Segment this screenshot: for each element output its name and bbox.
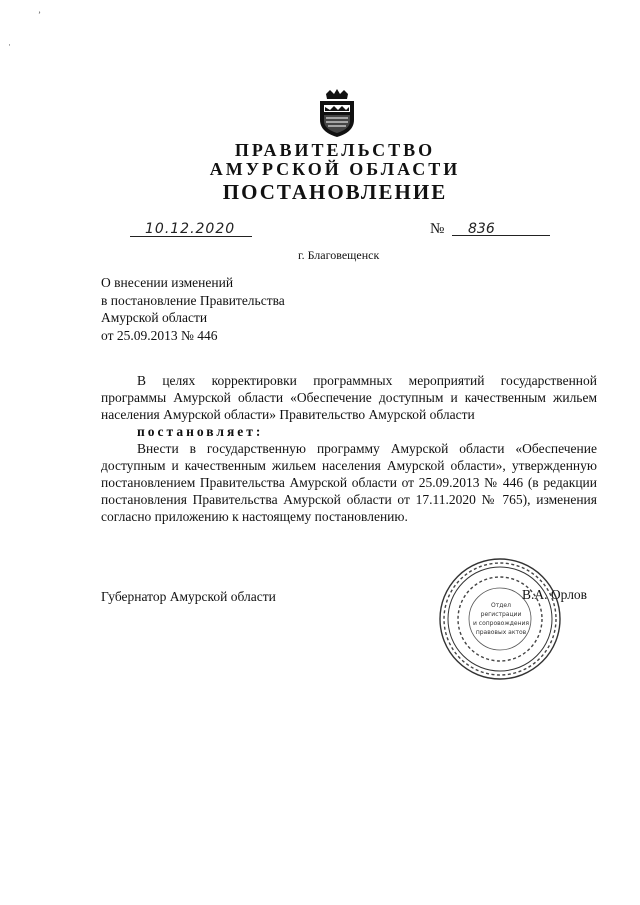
decree-paragraph: Внести в государственную программу Амурской области «Обеспечение доступным и качественным жильем населения Амурской области», утвержденную постановлением Правительства Амурской области от 25.09.2013 № 446 (в редакции постановления Правительства Амурской области от 17.11.2020 № 765), изменения согласно приложению к настоящему постановлению. — [101, 441, 597, 524]
preamble-paragraph: В целях корректировки программных мероприятий государственной программы Амурской области «Обеспечение доступным и качественным жильем населения Амурской области» Правительство Амурской области — [101, 373, 597, 422]
document-body — [101, 372, 597, 525]
document-number: 836 — [468, 221, 495, 237]
document-subject — [101, 274, 285, 344]
document-type-title: ПОСТАНОВЛЕНИЕ — [222, 180, 448, 204]
scan-speck: ʼ — [38, 10, 41, 20]
stamp-center-text: Отдел регистрации и сопровождения правовых актов — [472, 602, 530, 636]
decree-keyword: постановляет: — [137, 424, 264, 439]
signatory-title: Губернатор Амурской области — [101, 589, 276, 604]
government-name-line1: ПРАВИТЕЛЬСТВО — [234, 140, 436, 160]
subject-line: Амурской области — [101, 310, 208, 325]
subject-line: О внесении изменений — [101, 275, 234, 290]
document-date: 10.12.2020 — [145, 221, 236, 237]
government-name-line2: АМУРСКОЙ ОБЛАСТИ — [209, 159, 461, 179]
number-sign: № — [430, 221, 445, 237]
scan-speck: · — [8, 40, 11, 50]
subject-line: от 25.09.2013 № 446 — [101, 327, 218, 343]
city-name: г. Благовещенск — [298, 248, 380, 262]
subject-line: в постановление Правительства — [101, 292, 285, 308]
signatory-name: В.А. Орлов — [522, 587, 588, 602]
coat-of-arms-emblem — [316, 88, 358, 138]
number-underline — [452, 235, 550, 236]
